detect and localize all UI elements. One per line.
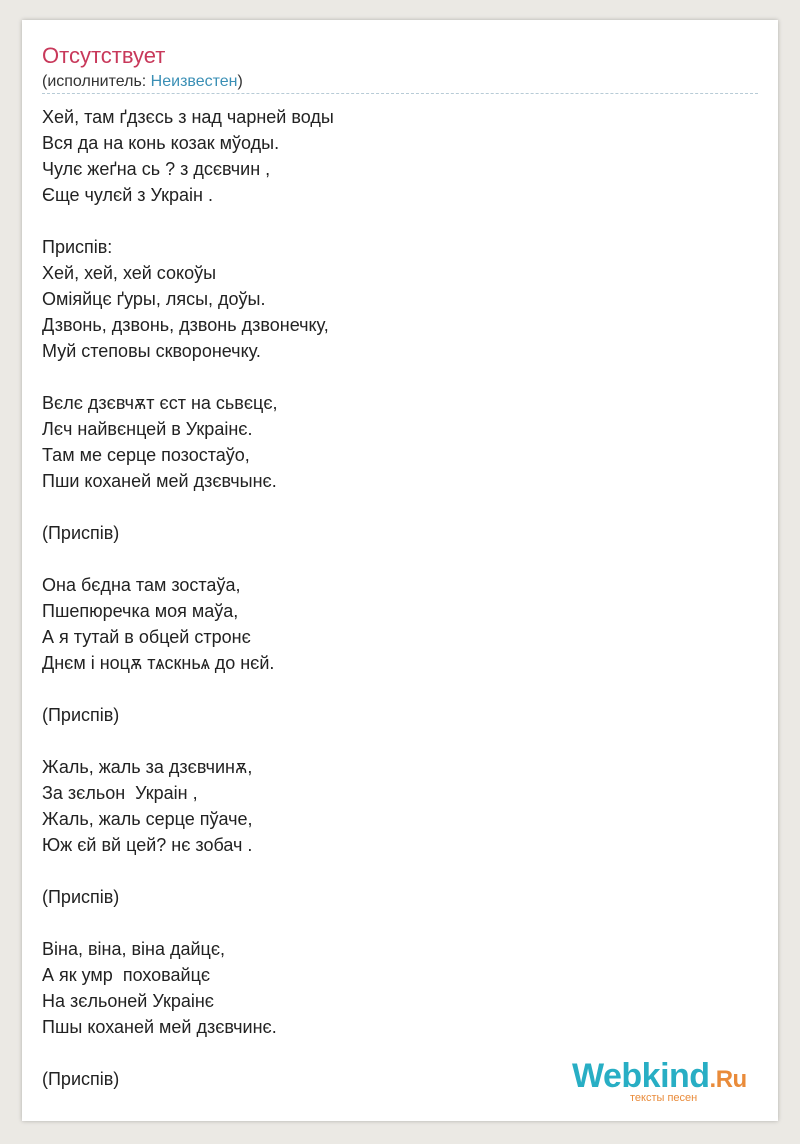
- logo-suffix: .Ru: [709, 1066, 747, 1093]
- stanza-break: [42, 364, 758, 390]
- stanza-break: [42, 910, 758, 936]
- divider: [42, 93, 758, 94]
- lyric-line: Чулє жеґна сь ? з дсєвчин ,: [42, 159, 271, 179]
- lyrics-page: [22, 20, 778, 1121]
- stanza-break: [42, 676, 758, 702]
- lyric-line: (Приспів): [42, 887, 120, 907]
- artist-line: [42, 72, 243, 92]
- stanza-break: [42, 208, 758, 234]
- stanza-break: [42, 494, 758, 520]
- lyric-line: Віна, віна, віна дайцє,: [42, 939, 226, 959]
- lyric-line: Она бєдна там зостаўа,: [42, 575, 241, 595]
- artist-link[interactable]: Неизвестен: [150, 73, 238, 90]
- lyric-line: Пшепюречка моя маўа,: [42, 601, 239, 621]
- lyrics-text: [42, 104, 758, 1092]
- artist-suffix: ): [237, 73, 243, 90]
- lyric-line: Жаль, жаль серце пўаче,: [42, 809, 253, 829]
- lyric-line: Приспів:: [42, 237, 113, 257]
- stanza-break: [42, 858, 758, 884]
- lyric-line: (Приспів): [42, 1069, 120, 1089]
- lyric-line: Там ме серце позостаўо,: [42, 445, 250, 465]
- lyric-line: (Приспів): [42, 523, 120, 543]
- lyric-line: Оміяйцє ґуры, лясы, доўы.: [42, 289, 266, 309]
- lyric-line: Днєм і ноцѫ тѧскньѧ до нєй.: [42, 653, 275, 673]
- site-logo[interactable]: [570, 1057, 770, 1107]
- lyric-line: Вся да на конь козак мўоды.: [42, 133, 280, 153]
- lyric-line: А як умр поховайцє: [42, 965, 211, 985]
- lyric-line: Муй степовы скворонечку.: [42, 341, 261, 361]
- lyric-line: Лєч найвєнцей в Украінє.: [42, 419, 253, 439]
- lyric-line: Вєлє дзєвчѫт єст на сьвєцє,: [42, 393, 278, 413]
- lyric-line: Хей, хей, хей сокоўы: [42, 263, 217, 283]
- stanza-break: [42, 728, 758, 754]
- lyric-line: Жаль, жаль за дзєвчинѫ,: [42, 757, 253, 777]
- lyric-line: Пшы коханей мей дзєвчинє.: [42, 1017, 277, 1037]
- lyric-line: Пши коханей мей дзєвчынє.: [42, 471, 277, 491]
- lyric-line: За зєльон Украін ,: [42, 783, 198, 803]
- lyric-line: Хей, там ґдзєсь з над чарней воды: [42, 107, 334, 127]
- lyric-line: Єще чулєй з Украін .: [42, 185, 213, 205]
- lyric-line: На зєльоней Украінє: [42, 991, 214, 1011]
- logo-main-text: Webkind: [572, 1057, 710, 1095]
- song-title: Отсутствует: [42, 43, 166, 68]
- stanza-break: [42, 546, 758, 572]
- artist-prefix: (исполнитель:: [42, 73, 151, 90]
- logo-tagline: тексты песен: [630, 1092, 698, 1104]
- lyric-line: Юж єй вй цей? нє зобач .: [42, 835, 253, 855]
- lyric-line: (Приспів): [42, 705, 120, 725]
- lyric-line: Дзвонь, дзвонь, дзвонь дзвонечку,: [42, 315, 329, 335]
- lyric-line: А я тутай в обцей стронє: [42, 627, 251, 647]
